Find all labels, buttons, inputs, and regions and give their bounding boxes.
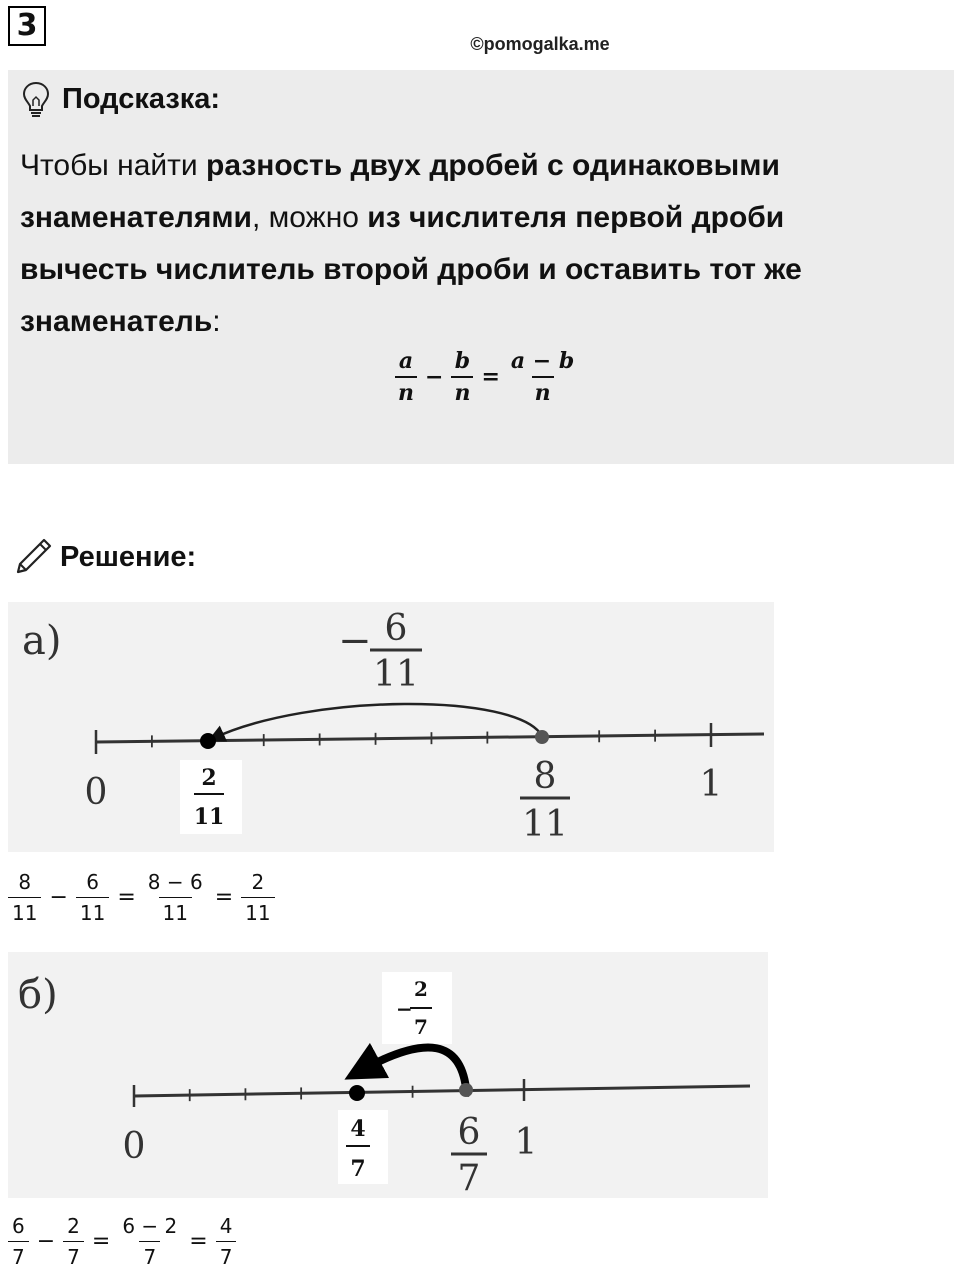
equals-sign: = — [117, 885, 136, 910]
start-num-a: 8 — [533, 756, 557, 797]
minus-sign: − — [49, 885, 68, 910]
part-label-a: а) — [22, 618, 62, 664]
one-label-b: 1 — [514, 1122, 538, 1163]
hint-text — [20, 140, 920, 348]
fraction: $\frac{a - b}{n}$ — [510, 348, 575, 406]
fraction: $\frac{8 - 6}{11}$ — [147, 870, 203, 925]
fraction: $\frac{6 - 2}{7}$ — [122, 1214, 178, 1269]
fraction: $\frac{6}{11}$ — [76, 870, 109, 925]
equals-sign: = — [214, 885, 234, 910]
result-num-a: 2 — [201, 765, 217, 791]
part-label-b: б) — [18, 972, 58, 1018]
jump-arrow-b — [362, 1047, 466, 1088]
task-number: 3 — [8, 6, 46, 46]
fraction: $\frac{2}{7}$ — [63, 1214, 84, 1269]
hint-text-part: : — [212, 305, 221, 338]
hint-text-bold: разность двух дробей с одинаковыми знаменателями — [20, 149, 780, 234]
pencil-icon — [12, 536, 54, 578]
solution-title — [12, 536, 196, 578]
equals-sign: = — [91, 1229, 111, 1254]
fraction: $\frac{b}{n}$ — [451, 348, 473, 406]
arrow-label-sign-b: − — [396, 997, 413, 1021]
number-line-a — [8, 602, 774, 852]
fraction: $\frac{2}{11}$ — [241, 870, 274, 925]
arrow-label-den-b: 7 — [414, 1015, 428, 1039]
arrow-label-den-a: 11 — [373, 654, 419, 695]
hint-text-bold: из числителя первой дроби вычесть числитель второй дроби и оставить тот же знаменатель — [20, 201, 802, 338]
start-den-a: 11 — [522, 804, 568, 845]
lightbulb-icon — [20, 80, 52, 118]
hint-text-part: Чтобы найти — [20, 149, 207, 182]
watermark: ©pomogalka.me — [470, 34, 610, 54]
equation-a — [8, 870, 275, 925]
axis-line-a — [96, 734, 764, 742]
fraction: $\frac{8}{11}$ — [8, 870, 41, 925]
arrow-label-sign-a: − — [338, 618, 372, 664]
hint-title-text: Подсказка: — [62, 82, 221, 115]
arrow-label-num-a: 6 — [384, 608, 408, 649]
fraction: $\frac{4}{7}$ — [216, 1214, 237, 1269]
number-line-panel-a — [8, 602, 774, 852]
minus-sign: − — [36, 1229, 56, 1254]
start-point-b — [459, 1083, 473, 1097]
start-point-a — [535, 730, 549, 744]
zero-label-b: 0 — [122, 1126, 146, 1167]
start-den-b: 7 — [457, 1158, 481, 1198]
arrow-label-num-b: 2 — [414, 977, 428, 1001]
minus-sign: − — [425, 364, 444, 390]
solution-title-text: Решение: — [60, 540, 197, 573]
hint-text-part: , можно — [251, 201, 368, 234]
equation-b — [8, 1214, 236, 1269]
result-point-a — [200, 733, 216, 749]
number-line-panel-b — [8, 952, 768, 1198]
fraction: $\frac{6}{7}$ — [8, 1214, 29, 1269]
one-label-a: 1 — [699, 764, 723, 805]
equals-sign: = — [189, 1229, 208, 1254]
equals-sign: = — [481, 364, 500, 390]
start-num-b: 6 — [457, 1112, 481, 1153]
zero-label-a: 0 — [84, 772, 108, 813]
jump-arrow-a — [214, 704, 542, 738]
number-line-b — [8, 952, 768, 1198]
result-den-a: 11 — [193, 804, 225, 830]
fraction: $\frac{a}{n}$ — [395, 348, 417, 406]
result-den-b: 7 — [350, 1156, 366, 1182]
hint-formula — [395, 348, 577, 406]
result-num-b: 4 — [350, 1116, 366, 1142]
hint-title — [20, 80, 220, 118]
result-point-b — [349, 1085, 365, 1101]
axis-line-b — [134, 1086, 750, 1096]
